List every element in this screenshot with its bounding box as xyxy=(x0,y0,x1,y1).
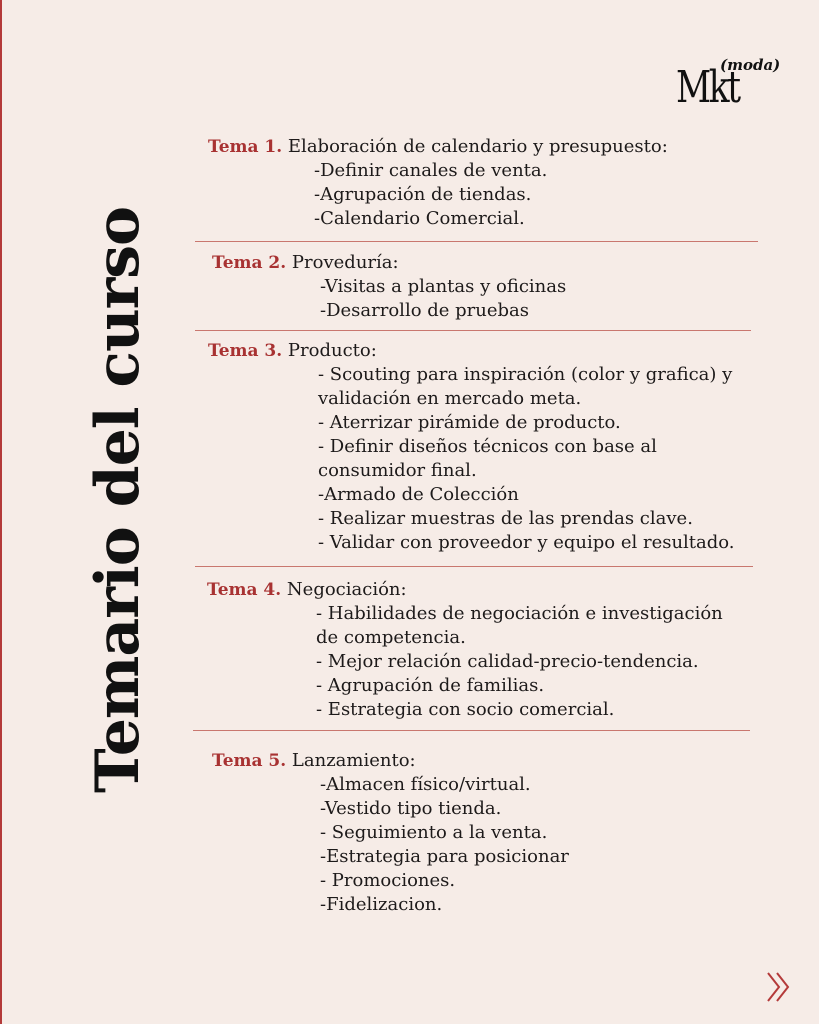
tema-3-title: Producto: xyxy=(287,340,377,361)
list-item: - Seguimiento a la venta. xyxy=(320,822,548,843)
list-item: -Fidelizacion. xyxy=(320,894,443,915)
list-item: - Estrategia con socio comercial. xyxy=(316,699,615,720)
list-item: -Estrategia para posicionar xyxy=(320,846,569,867)
divider xyxy=(195,566,753,567)
tema-3-items xyxy=(208,363,735,555)
list-item: consumidor final. xyxy=(318,460,477,481)
list-item: -Desarrollo de pruebas xyxy=(320,300,530,321)
logo-main-text: Mkt xyxy=(676,62,739,113)
tema-3-label: Tema 3. xyxy=(208,341,283,361)
divider xyxy=(195,330,751,331)
logo-subtext: (moda) xyxy=(720,56,781,74)
tema-2-label: Tema 2. xyxy=(212,253,287,273)
tema-3-section xyxy=(208,339,735,555)
tema-5-title: Lanzamiento: xyxy=(291,750,416,771)
tema-5-heading xyxy=(212,749,569,773)
list-item: - Scouting para inspiración (color y grafica) y xyxy=(318,364,733,385)
tema-2-title: Proveduría: xyxy=(291,252,399,273)
tema-1-label: Tema 1. xyxy=(208,137,283,157)
tema-3-heading xyxy=(208,339,735,363)
list-item: -Visitas a plantas y oficinas xyxy=(320,276,567,297)
divider xyxy=(193,730,750,731)
list-item: - Agrupación de familias. xyxy=(316,675,545,696)
divider xyxy=(195,241,758,242)
tema-1-heading xyxy=(208,135,668,159)
tema-4-section xyxy=(207,578,723,722)
tema-4-label: Tema 4. xyxy=(207,580,282,600)
tema-2-heading xyxy=(212,251,566,275)
list-item: -Vestido tipo tienda. xyxy=(320,798,502,819)
left-border-line xyxy=(0,0,2,1024)
tema-1-items xyxy=(208,159,668,231)
list-item: - Habilidades de negociación e investigación xyxy=(316,603,723,624)
list-item: -Armado de Colección xyxy=(318,484,519,505)
list-item: -Calendario Comercial. xyxy=(314,208,525,229)
tema-2-items xyxy=(212,275,566,323)
tema-5-label: Tema 5. xyxy=(212,751,287,771)
tema-5-items xyxy=(212,773,569,917)
list-item: - Promociones. xyxy=(320,870,456,891)
tema-1-title: Elaboración de calendario y presupuesto: xyxy=(287,136,668,157)
brand-logo xyxy=(676,56,786,118)
tema-4-heading xyxy=(207,578,723,602)
double-chevron-right-icon[interactable] xyxy=(764,970,794,1004)
list-item: - Mejor relación calidad-precio-tendencia. xyxy=(316,651,699,672)
list-item: de competencia. xyxy=(316,627,466,648)
list-item: validación en mercado meta. xyxy=(318,388,582,409)
list-item: - Definir diseños técnicos con base al xyxy=(318,436,657,457)
list-item: - Aterrizar pirámide de producto. xyxy=(318,412,621,433)
list-item: - Realizar muestras de las prendas clave. xyxy=(318,508,693,529)
page-title: Temario del curso xyxy=(83,207,153,793)
tema-4-title: Negociación: xyxy=(286,579,407,600)
tema-5-section xyxy=(212,749,569,917)
tema-4-items xyxy=(207,602,723,722)
tema-2-section xyxy=(212,251,566,323)
tema-1-section xyxy=(208,135,668,231)
list-item: -Almacen físico/virtual. xyxy=(320,774,531,795)
list-item: -Definir canales de venta. xyxy=(314,160,548,181)
list-item: - Validar con proveedor y equipo el resultado. xyxy=(318,532,735,553)
list-item: -Agrupación de tiendas. xyxy=(314,184,532,205)
